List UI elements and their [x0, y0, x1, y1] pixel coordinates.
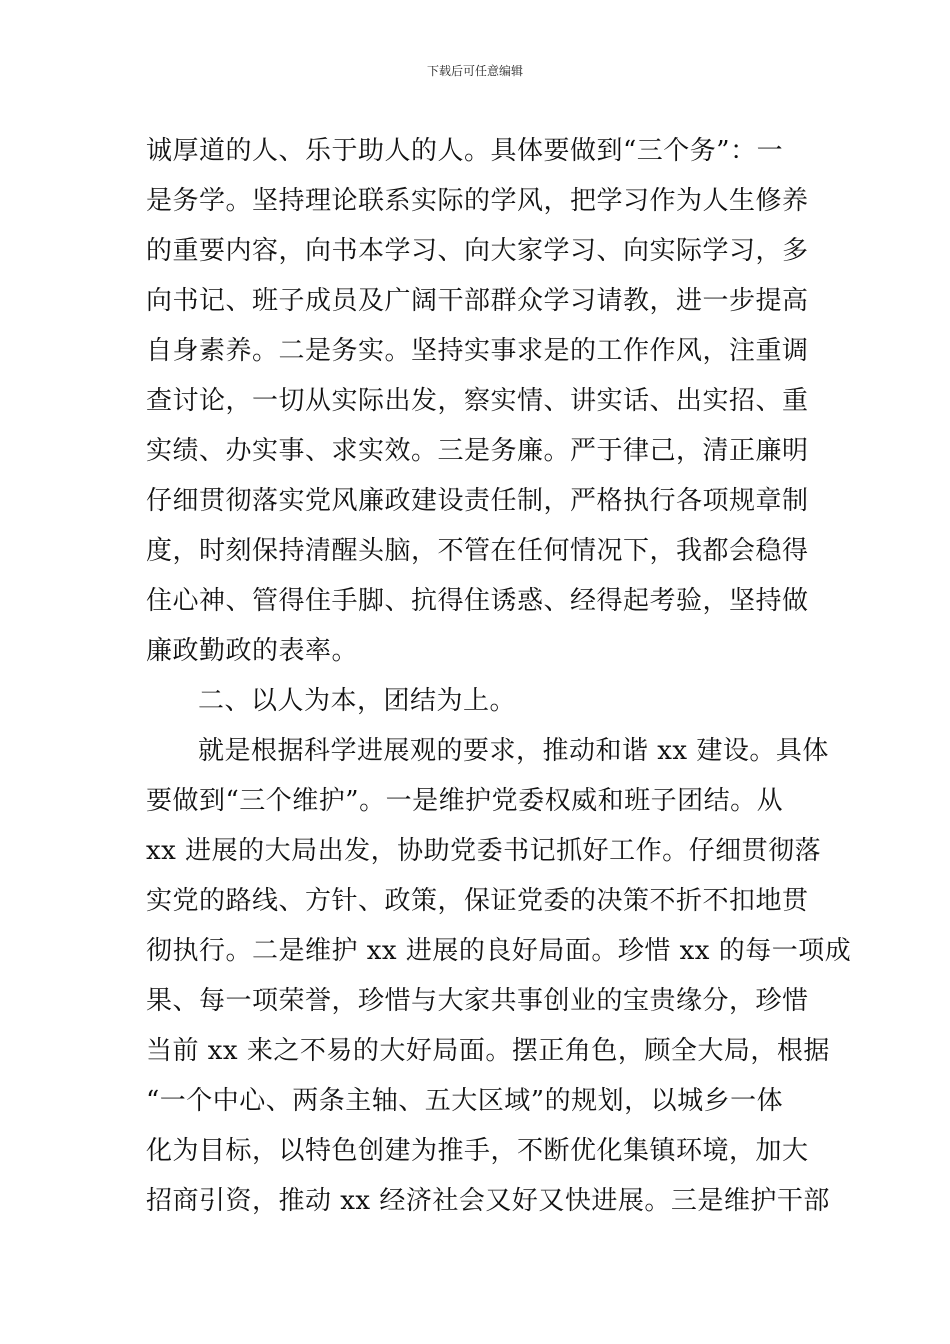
text-line: 的重要内容，向书本学习、向大家学习、向实际学习，多 — [146, 236, 809, 266]
text-line: “一个中心、两条主轴、五大区域”的规划，以城乡一体 — [146, 1086, 784, 1116]
text-line: 实党的路线、方针、政策，保证党委的决策不折不扣地贯 — [146, 886, 809, 916]
header-text: 下载后可任意编辑 — [426, 64, 523, 78]
text-line: 查讨论，一切从实际出发，察实情、讲实话、出实招、重 — [146, 386, 809, 416]
text-line: 度，时刻保持清醒头脑，不管在任何情况下，我都会稳得 — [146, 536, 809, 566]
text-line: xx 进展的大局出发，协助党委书记抓好工作。仔细贯彻落 — [146, 836, 822, 866]
text-line: 廉政勤政的表率。 — [146, 636, 359, 666]
text-line: 要做到“三个维护”。一是维护党委权威和班子团结。从 — [146, 786, 784, 816]
paragraph-first-line: 就是根据科学进展观的要求，推动和谐 xx 建设。具体 — [198, 736, 829, 766]
text-line: 住心神、管得住手脚、抗得住诱惑、经得起考验，坚持做 — [146, 586, 809, 616]
text-line: 仔细贯彻落实党风廉政建设责任制，严格执行各项规章制 — [146, 486, 809, 516]
text-line: 是务学。坚持理论联系实际的学风，把学习作为人生修养 — [146, 186, 809, 216]
text-line: 向书记、班子成员及广阔干部群众学习请教，进一步提高 — [146, 286, 809, 316]
text-line: 自身素养。二是务实。坚持实事求是的工作作风，注重调 — [146, 336, 809, 366]
text-line: 当前 xx 来之不易的大好局面。摆正角色，顾全大局，根据 — [146, 1036, 830, 1066]
document-body — [146, 126, 852, 1226]
text-line: 果、每一项荣誉，珍惜与大家共事创业的宝贵缘分，珍惜 — [146, 986, 809, 1016]
text-line: 化为目标，以特色创建为推手，不断优化集镇环境，加大 — [146, 1136, 809, 1166]
text-line: 招商引资，推动 xx 经济社会又好又快进展。三是维护干部 — [146, 1186, 830, 1216]
text-line: 实绩、办实事、求实效。三是务廉。严于律己，清正廉明 — [146, 436, 809, 466]
page-header — [0, 63, 950, 79]
text-line: 彻执行。二是维护 xx 进展的良好局面。珍惜 xx 的每一项成 — [146, 936, 852, 966]
text-line: 诚厚道的人、乐于助人的人。具体要做到“三个务”：一 — [146, 136, 784, 166]
section-heading: 二、以人为本，团结为上。 — [198, 686, 517, 716]
